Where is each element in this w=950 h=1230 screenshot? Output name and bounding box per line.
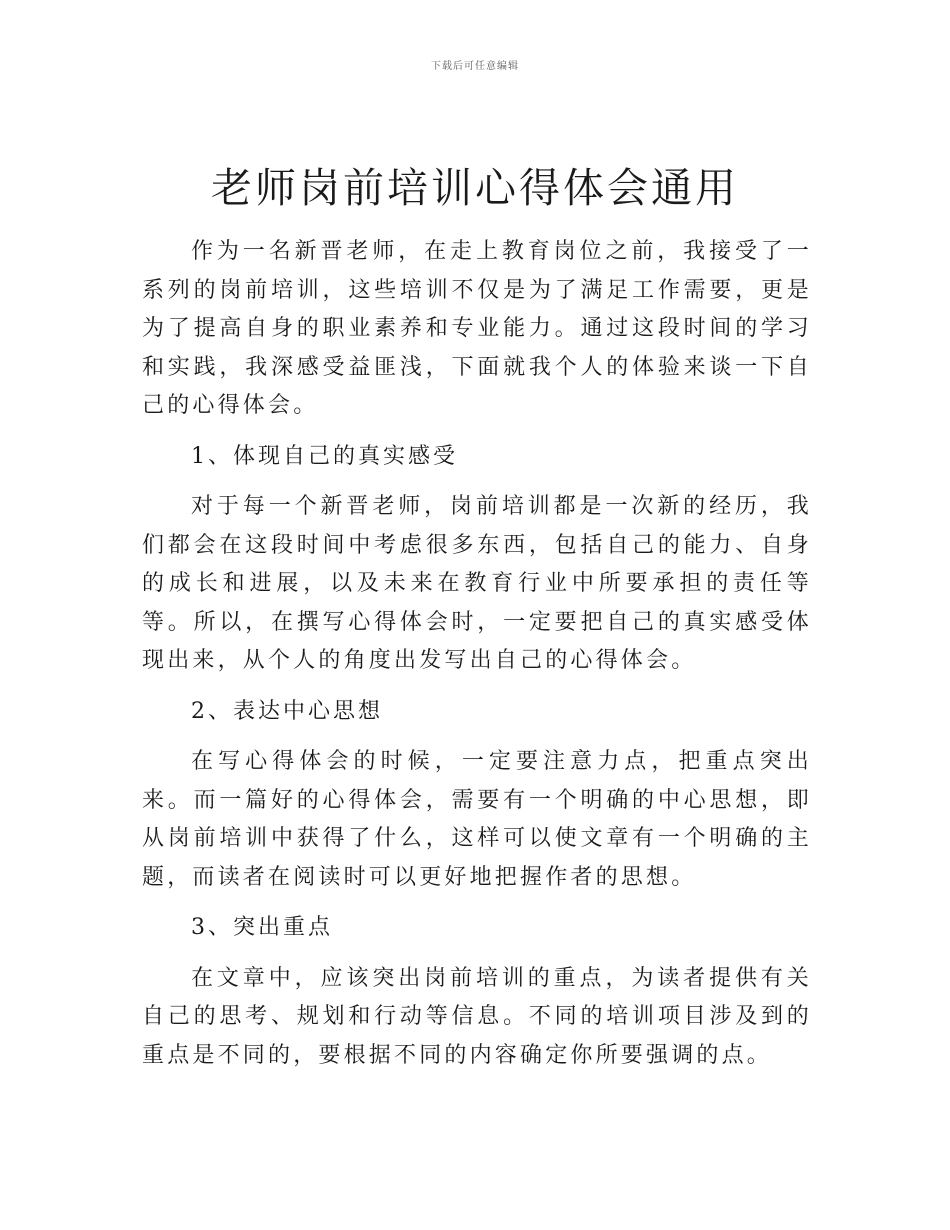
section-paragraph-3: 在文章中，应该突出岗前培训的重点，为读者提供有关自己的思考、规划和行动等信息。不同的培训项目涉及到的重点是不同的，要根据不同的内容确定你所要强调的点。 xyxy=(142,965,812,1068)
document-title: 老师岗前培训心得体会通用 xyxy=(211,164,739,212)
document-body xyxy=(142,233,812,1087)
section-heading-1: 1、体现自己的真实感受 xyxy=(191,443,458,469)
section-paragraph-2: 在写心得体会的时候，一定要注意力点，把重点突出来。而一篇好的心得体会，需要有一个明确的中心思想，即从岗前培训中获得了什么，这样可以使文章有一个明确的主题，而读者在阅读时可以更好地把握作者的思想。 xyxy=(142,749,812,890)
section-heading-2: 2、表达中心思想 xyxy=(191,698,383,724)
section-heading-3: 3、突出重点 xyxy=(191,915,333,940)
intro-paragraph: 作为一名新晋老师，在走上教育岗位之前，我接受了一系列的岗前培训，这些培训不仅是为了满足工作需要，更是为了提高自身的职业素养和专业能力。通过这段时间的学习和实践，我深感受益匪浅，下面就我个人的体验来谈一下自己的心得体会。 xyxy=(142,239,812,418)
page-header-note: 下载后可任意编辑 xyxy=(431,61,519,72)
section-paragraph-1: 对于每一个新晋老师，岗前培训都是一次新的经历，我们都会在这段时间中考虑很多东西，包括自己的能力、自身的成长和进展，以及未来在教育行业中所要承担的责任等等。所以，在撰写心得体会时，一定要把自己的真实感受体现出来，从个人的角度出发写出自己的心得体会。 xyxy=(142,494,812,673)
